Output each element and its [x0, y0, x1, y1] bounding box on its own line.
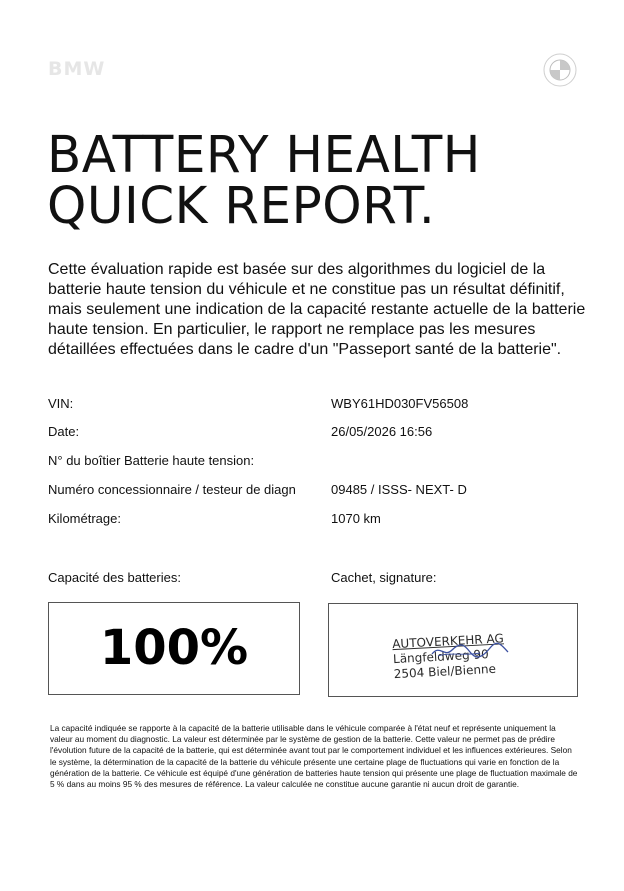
title-line-1: BATTERY HEALTH [47, 124, 481, 185]
intro-paragraph: Cette évaluation rapide est basée sur des algorithmes du logiciel de la batterie haute tension du véhicule et ne constitue pas un résultat définitif, mais seulement une indication de la capacité restante actuelle de la batterie haute tension. En particulier, le rapport ne remplace pas les mesures détaillées effectuées dans le cadre d'un "Passeport santé de la batterie". [48, 261, 586, 358]
stamp-line-2: Längfeldweg 90 [392, 647, 490, 667]
brand-wordmark: BMW [48, 58, 106, 80]
battery-box-number-label: N° du boîtier Batterie haute tension: [48, 453, 255, 468]
date-value: 26/05/2026 16:56 [331, 424, 433, 439]
dealer-number-value: 09485 / ISSS- NEXT- D [331, 482, 467, 497]
dealer-number-label: Numéro concessionnaire / testeur de diagn [48, 482, 296, 497]
mileage-value: 1070 km [331, 511, 381, 526]
stamp-line-3: 2504 Biel/Bienne [393, 661, 497, 682]
vin-value: WBY61HD030FV56508 [331, 396, 469, 411]
signature-label: Cachet, signature: [331, 570, 437, 585]
bmw-roundel-icon [543, 53, 577, 87]
handwritten-signature [430, 640, 510, 662]
capacity-value: 100% [99, 620, 249, 676]
vin-label: VIN: [48, 396, 74, 411]
page-title [47, 124, 481, 236]
capacity-label: Capacité des batteries: [48, 570, 181, 585]
disclaimer-text: La capacité indiquée se rapporte à la capacité de la batterie utilisable dans le véhicule comparée à l'état neuf et représente uniquement la valeur au moment du diagnostic. La valeur est déterminée par le système de gestion de la batterie. Cette valeur ne permet pas de prédire l'évolution future de la capacité de la batterie, qui est déterminée avant tout par le comportement individuel et les influences extérieures. Selon le système, la détermination de la capacité de la batterie du véhicule présente une certaine plage de fluctuations qui varie en fonction de la génération de la batterie. Ce véhicule est équipé d'une génération de batteries haute tension qui présente une plage de fluctuation maximale de 5 % dans au moins 95 % des mesures de référence. La valeur calculée ne constitue aucune garantie ni aucun droit de garantie. [50, 723, 578, 790]
mileage-label: Kilométrage: [48, 511, 121, 526]
title-line-2: QUICK REPORT. [47, 175, 436, 236]
stamp-line-1: AUTOVERKEHR AG [391, 631, 505, 652]
date-label: Date: [48, 424, 80, 439]
